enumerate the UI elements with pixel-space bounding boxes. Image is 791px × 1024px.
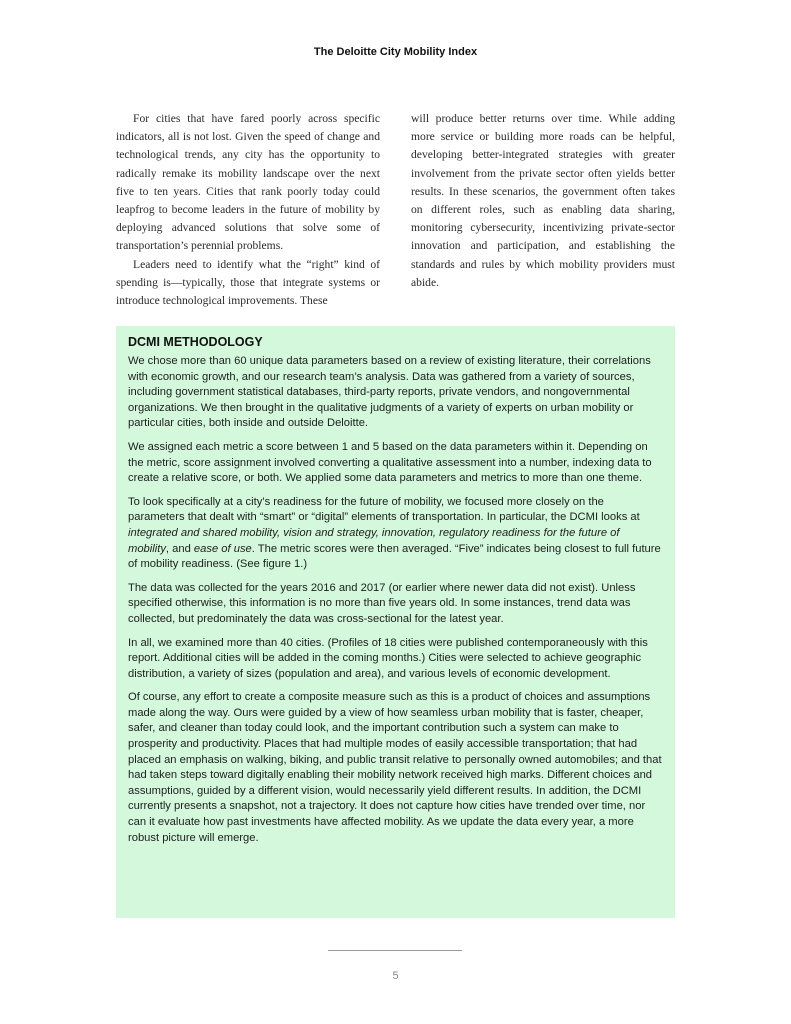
running-header: The Deloitte City Mobility Index bbox=[313, 46, 478, 58]
sidebar-paragraph: We chose more than 60 unique data parameters based on a review of existing literature, their correlations with economic growth, and our research team’s analysis. Data was gathered from a variety of sources, including government statistical databases, third-party reports, private vendors, and nongovernmental organizations. We then brought in the qualitative judgments of a variety of experts on urban mobility or particular cities, both inside and outside Deloitte. bbox=[128, 355, 651, 430]
sidebar-text: , and bbox=[165, 542, 194, 555]
sidebar-paragraph: We assigned each metric a score between 1 and 5 based on the data parameters within it. Depending on the metric, score assignment involved converting a qualitative assessment into a number, indexing data to create a relative score, or both. We applied some data parameters and metrics to more than one theme. bbox=[128, 440, 652, 485]
body-column-left bbox=[116, 110, 380, 310]
footer-divider bbox=[328, 950, 462, 951]
sidebar-emphasis: integrated and shared mobility, vision and strategy, innovation, regulatory readiness for the future of mobility bbox=[128, 526, 620, 555]
page-number: 5 bbox=[392, 970, 399, 982]
sidebar-emphasis: ease of use bbox=[193, 542, 252, 555]
body-paragraph: will produce better returns over time. While adding more service or building more roads can be helpful, developing better-integrated strategies with greater involvement from the private sector often yields better results. In these scenarios, the government often takes on different roles, such as enabling data sharing, monitoring cybersecurity, incentivizing private-sector innovation and participation, and establishing the standards and rules by which mobility providers must abide. bbox=[411, 112, 675, 289]
body-paragraph: Leaders need to identify what the “right” kind of spending is—typically, those that integrate systems or introduce technological improvements. These bbox=[116, 257, 380, 308]
sidebar-paragraph: Of course, any effort to create a composite measure such as this is a product of choices and assumptions made along the way. Ours were guided by a view of how seamless urban mobility that is faster, cheaper, safer, and cleaner than today could look, and the important contribution such a system can make to prosperity and productivity. Places that had multiple modes of easily accessible transportation; that had placed an emphasis on walking, biking, and public transit relative to personally owned automobiles; and that had taken steps toward digitally enabling their mobility network received high marks. Different choices and assumptions, guided by a different vision, would necessarily yield different results. In addition, the DCMI currently presents a snapshot, not a trajectory. It does not capture how cities have trended over time, nor can it evaluate how past investments have affected mobility. As we update the data every year, a more robust picture will emerge. bbox=[128, 691, 662, 844]
methodology-sidebar bbox=[116, 326, 675, 918]
body-paragraph: For cities that have fared poorly across specific indicators, all is not lost. Given the speed of change and technological trends, any city has the opportunity to radically remake its mobility landscape over the next five to ten years. Cities that rank poorly today could leapfrog to become leaders in the future of mobility by deploying advanced solutions that solve some of transportation’s perennial problems. bbox=[116, 112, 380, 253]
sidebar-text: . The metric scores were then averaged. “Five” indicates being closest to full future of mobility readiness. (See figure 1.) bbox=[128, 542, 661, 571]
sidebar-text: To look specifically at a city’s readiness for the future of mobility, we focused more closely on the parameters that dealt with “smart” or “digital” elements of transportation. In particular, the DCMI looks at bbox=[128, 495, 640, 524]
sidebar-paragraph bbox=[128, 495, 663, 573]
body-column-right bbox=[411, 110, 675, 292]
sidebar-paragraph: In all, we examined more than 40 cities. (Profiles of 18 cities were published contemporaneously with this report. Additional cities will be added in the coming months.) Cities were selected to achieve geographic distribution, a variety of sizes (population and area), and various levels of economic development. bbox=[128, 636, 648, 680]
sidebar-paragraph: The data was collected for the years 2016 and 2017 (or earlier where newer data did not exist). Unless specified otherwise, this information is no more than five years old. In some instances, trend data was collected, but predominately the data was cross-sectional for the latest year. bbox=[128, 581, 636, 625]
sidebar-title: DCMI METHODOLOGY bbox=[128, 335, 263, 349]
